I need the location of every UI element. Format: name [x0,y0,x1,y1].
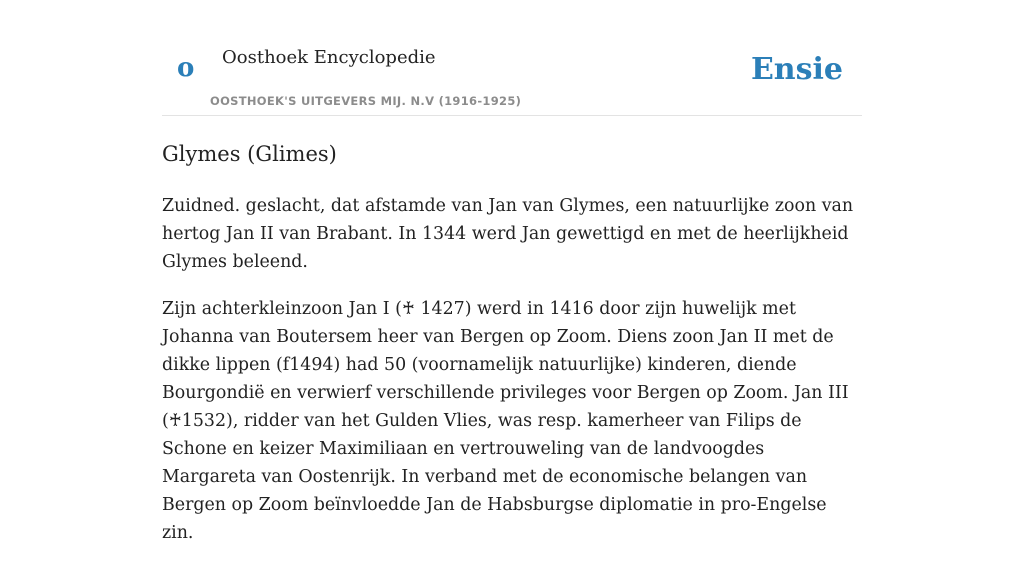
source-subtitle: OOSTHOEK'S UITGEVERS MIJ. N.V (1916-1925) [210,94,522,108]
article-title: Glymes (Glimes) [162,142,337,166]
source-header [162,0,862,116]
content-container [162,0,862,543]
source-logo-link[interactable]: o [177,53,195,83]
source-title[interactable]: Oosthoek Encyclopedie [222,47,436,68]
article-paragraph: Zijn achterkleinzoon Jan I (♰ 1427) werd in 1416 door zijn huwelijk met Johanna van Boutersem heer van Bergen op Zoom. Diens zoon Jan II met de dikke lippen (f1494) had 50 (voornamelijk natuurlijke) kinderen, diende Bourgondië en verwierf verschillende privileges voor Bergen op Zoom. Jan III (♰1532), ridder van het Gulden Vlies, was resp. kamerheer van Filips de Schone en keizer Maximiliaan en vertrouweling van de landvoogdes Margareta van Oostenrijk. In verband met de economische belangen van Bergen op Zoom beïnvloedde Jan de Habsburgse diplomatie in pro-Engelse zin. [162,299,849,543]
ensie-brand-link[interactable]: Ensie [750,52,843,87]
article-body [162,192,862,566]
article-paragraph: Zuidned. geslacht, dat afstamde van Jan van Glymes, een natuurlijke zoon van hertog Jan II van Brabant. In 1344 werd Jan gewettigd en met de heerlijkheid Glymes beleend. [162,196,854,272]
